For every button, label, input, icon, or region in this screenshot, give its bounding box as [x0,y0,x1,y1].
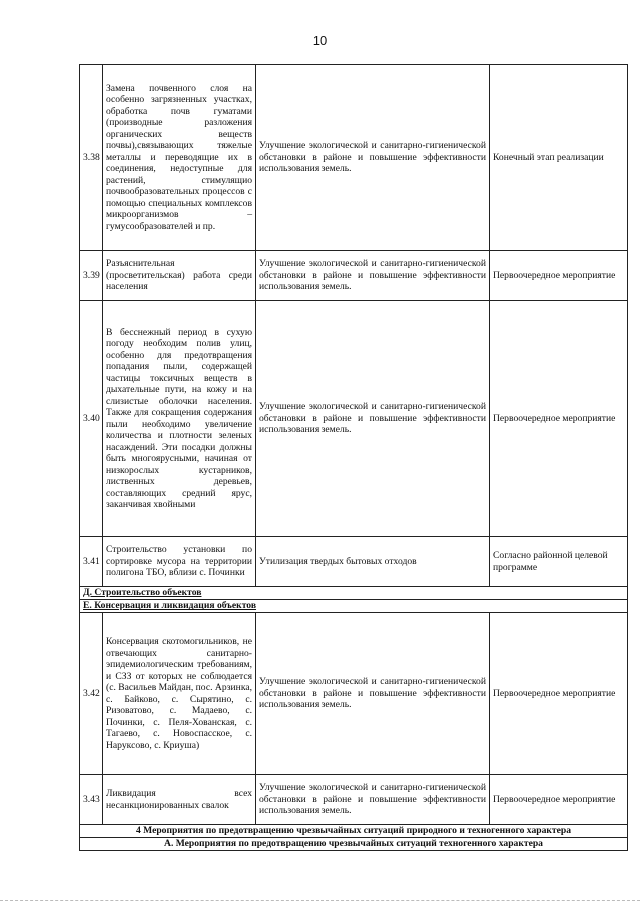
row-term: Первоочередное мероприятие [490,775,628,825]
row-number: 3.39 [80,251,103,301]
page-number: 10 [312,33,328,48]
row-action: Строительство установки по сортировке мусора на территории полигона ТБО, вблизи с. Починки [103,537,256,587]
section-heading-e: Е. Консервация и ликвидация объектов [80,600,628,613]
row-result: Улучшение экологической и санитарно-гигиенической обстановки в районе и повышение эффективности использования земель. [256,613,490,775]
row-action: Замена почвенного слоя на особенно загрязненных участках, обработка почв гуматами (производные разложения органических веществ почвы),связывающих тяжелые металлы и переводящие их в соединения, недоступные для растений, стимулящио почвообразовательных процессов с помощью специальных комплексов микроорганизмов – гумусообразователей и пр. [103,65,256,251]
row-term: Согласно районной целевой программе [490,537,628,587]
row-result: Улучшение экологической и санитарно-гигиенической обстановки в районе и повышение эффективности использования земель. [256,775,490,825]
chapter-heading-4: 4 Мероприятия по предотвращению чрезвычайных ситуаций природного и техногенного характера [80,825,628,838]
row-term: Первоочередное мероприятие [490,301,628,537]
row-result: Улучшение экологической и санитарно-гигиенической обстановки в районе и повышение эффективности использования земель. [256,65,490,251]
section-row [80,587,628,600]
row-term: Первоочередное мероприятие [490,251,628,301]
chapter-row [80,825,628,838]
row-term: Конечный этап реализации [490,65,628,251]
row-action: Разъяснительная (просветительская) работа среди населения [103,251,256,301]
page-bottom-rule [0,900,640,901]
row-action: В бесснежный период в сухую погоду необходим полив улиц, особенно для предотвращения попадания пыли, содержащей частицы токсичных веществ в дыхательные пути, на кожу и на слизистые оболочки населения. Также для сокращения содержания пыли необходимо увеличение количества и плотности зеленых насаждений. Эти посадки должны быть многоярусными, начиная от низкорослых кустарников, лиственных деревьев, составляющих средний ярус, заканчивая хвойными [103,301,256,537]
row-number: 3.38 [80,65,103,251]
measures-table [79,64,628,851]
chapter-heading-4a: А. Мероприятия по предотвращению чрезвычайных ситуаций техногенного характера [80,838,628,851]
row-number: 3.40 [80,301,103,537]
table-row [80,251,628,301]
chapter-row [80,838,628,851]
row-action: Ликвидация всех несанкционированных свалок [103,775,256,825]
row-result: Утилизация твердых бытовых отходов [256,537,490,587]
row-number: 3.43 [80,775,103,825]
row-result: Улучшение экологической и санитарно-гигиенической обстановки в районе и повышение эффективности использования земель. [256,251,490,301]
table-row [80,775,628,825]
row-number: 3.41 [80,537,103,587]
table-row [80,613,628,775]
section-heading-d: Д. Строительство объектов [80,587,628,600]
row-number: 3.42 [80,613,103,775]
table-row [80,65,628,251]
row-term: Первоочередное мероприятие [490,613,628,775]
table-row [80,537,628,587]
table-row [80,301,628,537]
section-row [80,600,628,613]
row-result: Улучшение экологической и санитарно-гигиенической обстановки в районе и повышение эффективности использования земель. [256,301,490,537]
row-action: Консервация скотомогильников, не отвечающих санитарно-эпидемиологическим требованиям, и СЗЗ от которых не соблюдается (с. Васильев Майдан, пос. Арзинка, с. Байково, с. Сырятино, с. Ризоватово, с. Мадаево, с. Починки, с. Пеля-Хованская, с. Тагаево, с. Новоспасское, с. Наруксово, с. Криуша) [103,613,256,775]
